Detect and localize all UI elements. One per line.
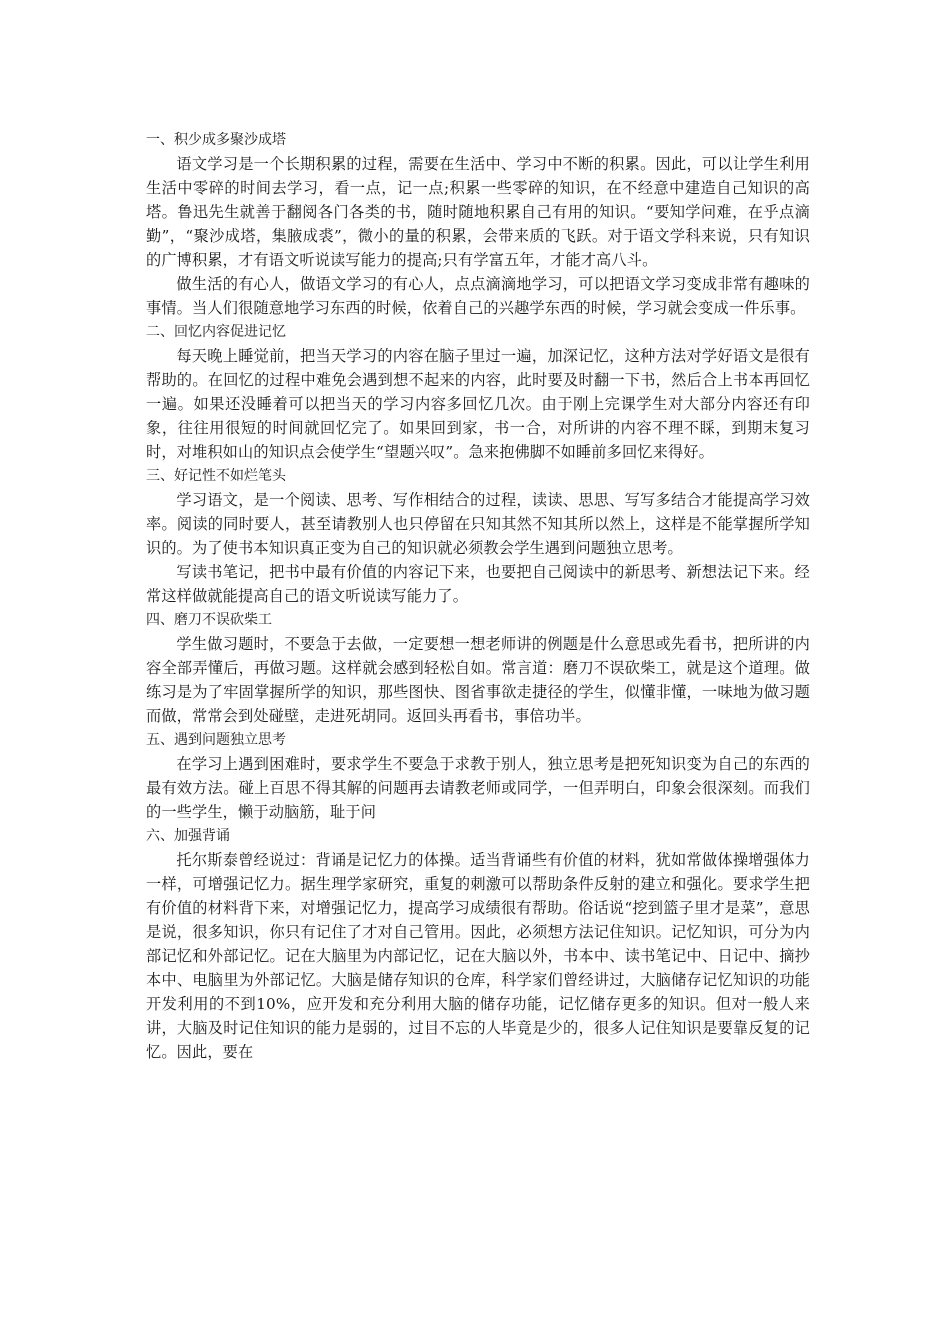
paragraph: 学生做习题时，不要急于去做，一定要想一想老师讲的例题是什么意思或先看书，把所讲的内容全部弄懂后，再做习题。这样就会感到轻松自如。常言道：磨刀不误砍柴工，就是这个道理。做练习是为了牢固掌握所学的知识，那些图快、图省事欲走捷径的学生，似懂非懂，一味地为做习题而做，常常会到处碰壁，走进死胡同。返回头再看书，事倍功半。 [146, 635, 810, 725]
paragraph: 做生活的有心人，做语文学习的有心人，点点滴滴地学习，可以把语文学习变成非常有趣味的事情。当人们很随意地学习东西的时候，依着自己的兴趣学东西的时候，学习就会变成一件乐事。 [146, 275, 810, 317]
section-heading: 三、好记性不如烂笔头 [146, 468, 286, 484]
paragraph: 语文学习是一个长期积累的过程，需要在生活中、学习中不断的积累。因此，可以让学生利用生活中零碎的时间去学习，看一点，记一点;积累一些零碎的知识，在不经意中建造自己知识的高塔。鲁迅先生就善于翻阅各门各类的书，随时随地积累自己有用的知识。“要知学问难，在乎点滴勤”，“聚沙成塔，集腋成裘”，微小的量的积累，会带来质的飞跃。对于语文学科来说，只有知识的广博积累，才有语文听说读写能力的提高;只有学富五年，才能才高八斗。 [146, 155, 810, 269]
document-body [146, 128, 810, 1064]
section-6 [146, 824, 810, 1064]
section-1 [146, 128, 810, 320]
paragraph: 写读书笔记，把书中最有价值的内容记下来，也要把自己阅读中的新思考、新想法记下来。经常这样做就能提高自己的语文听说读写能力了。 [146, 563, 810, 605]
paragraph: 托尔斯泰曾经说过：背诵是记忆力的体操。适当背诵些有价值的材料，犹如常做体操增强体力一样，可增强记忆力。据生理学家研究，重复的刺激可以帮助条件反射的建立和强化。要求学生把有价值的材料背下来，对增强记忆力，提高学习成绩很有帮助。俗话说“挖到篮子里才是菜”，意思是说，很多知识，你只有记住了才对自己管用。因此，必须想方法记住知识。记忆知识，可分为内部记忆和外部记忆。记在大脑里为内部记忆，记在大脑以外，书本中、读书笔记中、日记中、摘抄本中、电脑里为外部记忆。大脑是储存知识的仓库，科学家们曾经讲过，大脑储存记忆知识的功能开发利用的不到10%，应开发和充分利用大脑的储存功能，记忆储存更多的知识。但对一般人来讲，大脑及时记住知识的能力是弱的，过目不忘的人毕竟是少的，很多人记住知识是要靠反复的记忆。因此，要在 [146, 851, 810, 1061]
section-heading: 二、回忆内容促进记忆 [146, 324, 286, 340]
section-heading: 六、加强背诵 [146, 828, 230, 844]
section-2 [146, 320, 810, 464]
section-3 [146, 464, 810, 608]
section-4 [146, 608, 810, 728]
paragraph: 在学习上遇到困难时，要求学生不要急于求教于别人，独立思考是把死知识变为自己的东西的最有效方法。碰上百思不得其解的问题再去请教老师或同学，一但弄明白，印象会很深刻。而我们的一些学生，懒于动脑筋，耻于问 [146, 755, 810, 821]
paragraph: 学习语文，是一个阅读、思考、写作相结合的过程，读读、思思、写写多结合才能提高学习效率。阅读的同时要人，甚至请教别人也只停留在只知其然不知其所以然上，这样是不能掌握所学知识的。为了使书本知识真正变为自己的知识就必须教会学生遇到问题独立思考。 [146, 491, 810, 557]
section-heading: 一、积少成多聚沙成塔 [146, 132, 286, 148]
section-heading: 四、磨刀不误砍柴工 [146, 612, 272, 628]
section-5 [146, 728, 810, 824]
paragraph: 每天晚上睡觉前，把当天学习的内容在脑子里过一遍，加深记忆，这种方法对学好语文是很有帮助的。在回忆的过程中难免会遇到想不起来的内容，此时要及时翻一下书，然后合上书本再回忆一遍。如果还没睡着可以把当天的学习内容多回忆几次。由于刚上完课学生对大部分内容还有印象，往往用很短的时间就回忆完了。如果回到家，书一合，对所讲的内容不理不睬，到期末复习时，对堆积如山的知识点会使学生“望题兴叹”。急来抱佛脚不如睡前多回忆来得好。 [146, 347, 810, 461]
section-heading: 五、遇到问题独立思考 [146, 732, 286, 748]
